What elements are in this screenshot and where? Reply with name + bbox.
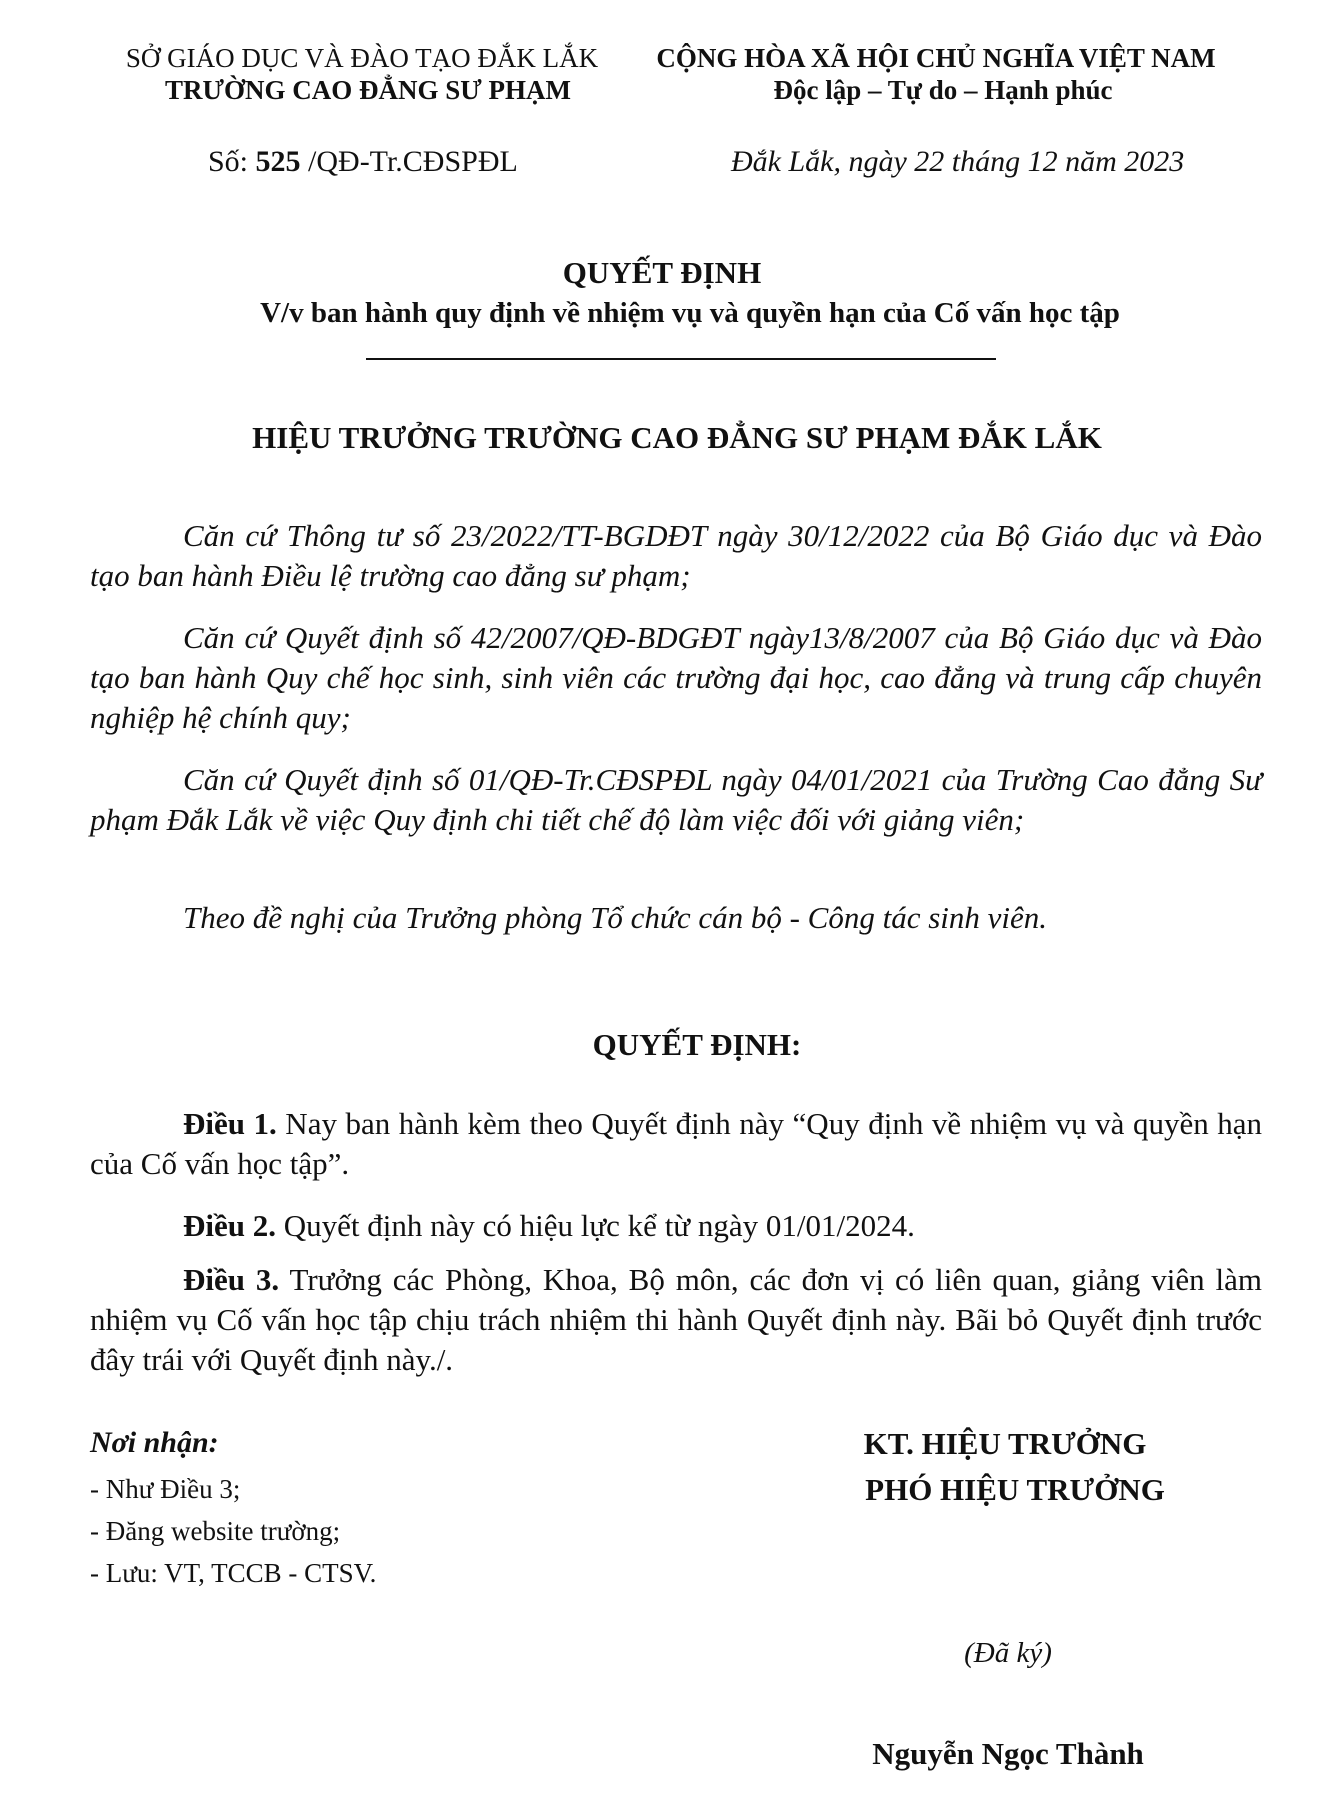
number-prefix: Số: [208, 145, 256, 178]
legal-basis-2: Căn cứ Quyết định số 42/2007/QĐ-BDGĐT ngày13/8/2007 của Bộ Giáo dục và Đào tạo ban hành Quy chế học sinh, sinh viên các trường đại học, cao đẳng và trung cấp chuyên nghiệp hệ chính quy; [90, 620, 1262, 735]
signed-note: (Đã ký) [964, 1637, 1052, 1669]
signature-title-1: KT. HIỆU TRƯỞNG [863, 1426, 1147, 1461]
article-2-text: Quyết định này có hiệu lực kể từ ngày 01/01/2024. [276, 1208, 915, 1243]
nation-motto: Độc lập – Tự do – Hạnh phúc [773, 75, 1113, 105]
recipient-item: - Lưu: VT, TCCB - CTSV. [90, 1558, 377, 1588]
document-subject: V/v ban hành quy định về nhiệm vụ và quyền hạn của Cố vấn học tập [260, 297, 1120, 329]
issuing-authority: HIỆU TRƯỞNG TRƯỜNG CAO ĐẲNG SƯ PHẠM ĐẮK LẮK [252, 420, 1102, 455]
recipient-item: - Đăng website trường; [90, 1516, 341, 1546]
legal-basis-3: Căn cứ Quyết định số 01/QĐ-Tr.CĐSPĐL ngày 04/01/2021 của Trường Cao đẳng Sư phạm Đắk Lắk về việc Quy định chi tiết chế độ làm việc đối với giảng viên; [90, 762, 1262, 837]
legal-basis-4: Theo đề nghị của Trưởng phòng Tổ chức cán bộ - Công tác sinh viên. [183, 900, 1048, 935]
agency-name: SỞ GIÁO DỤC VÀ ĐÀO TẠO ĐẮK LẮK [125, 43, 599, 73]
signature-title-2: PHÓ HIỆU TRƯỞNG [865, 1472, 1165, 1507]
article-2 [90, 1206, 1262, 1246]
article-3 [90, 1260, 1262, 1380]
school-name: TRƯỜNG CAO ĐẲNG SƯ PHẠM [165, 75, 571, 105]
title-divider [366, 358, 996, 360]
document-number [208, 145, 518, 179]
article-3-text: Trưởng các Phòng, Khoa, Bộ môn, các đơn vị có liên quan, giảng viên làm nhiệm vụ Cố vấn học tập chịu trách nhiệm thi hành Quyết định này. Bãi bỏ Quyết định trước đây trái với Quyết định này./. [90, 1262, 1262, 1377]
place-date: Đắk Lắk, ngày 22 tháng 12 năm 2023 [731, 145, 1185, 178]
number-suffix: /QĐ-Tr.CĐSPĐL [300, 145, 518, 178]
legal-basis-1: Căn cứ Thông tư số 23/2022/TT-BGDĐT ngày 30/12/2022 của Bộ Giáo dục và Đào tạo ban hành Điều lệ trường cao đẳng sư phạm; [90, 518, 1262, 593]
number-value: 525 [255, 145, 301, 178]
signer-name: Nguyễn Ngọc Thành [872, 1736, 1144, 1771]
article-1-label: Điều 1. [183, 1106, 277, 1141]
article-3-label: Điều 3. [183, 1262, 280, 1297]
document-title: QUYẾT ĐỊNH [562, 255, 762, 290]
article-1-text: Nay ban hành kèm theo Quyết định này “Quy định về nhiệm vụ và quyền hạn của Cố vấn học tập”. [90, 1106, 1263, 1181]
nation-title: CỘNG HÒA XÃ HỘI CHỦ NGHĨA VIỆT NAM [656, 43, 1216, 73]
recipient-item: - Như Điều 3; [90, 1474, 241, 1504]
article-1 [90, 1104, 1262, 1184]
article-2-label: Điều 2. [183, 1208, 276, 1243]
decision-heading: QUYẾT ĐỊNH: [592, 1027, 802, 1062]
recipients-heading: Nơi nhận: [90, 1426, 219, 1459]
